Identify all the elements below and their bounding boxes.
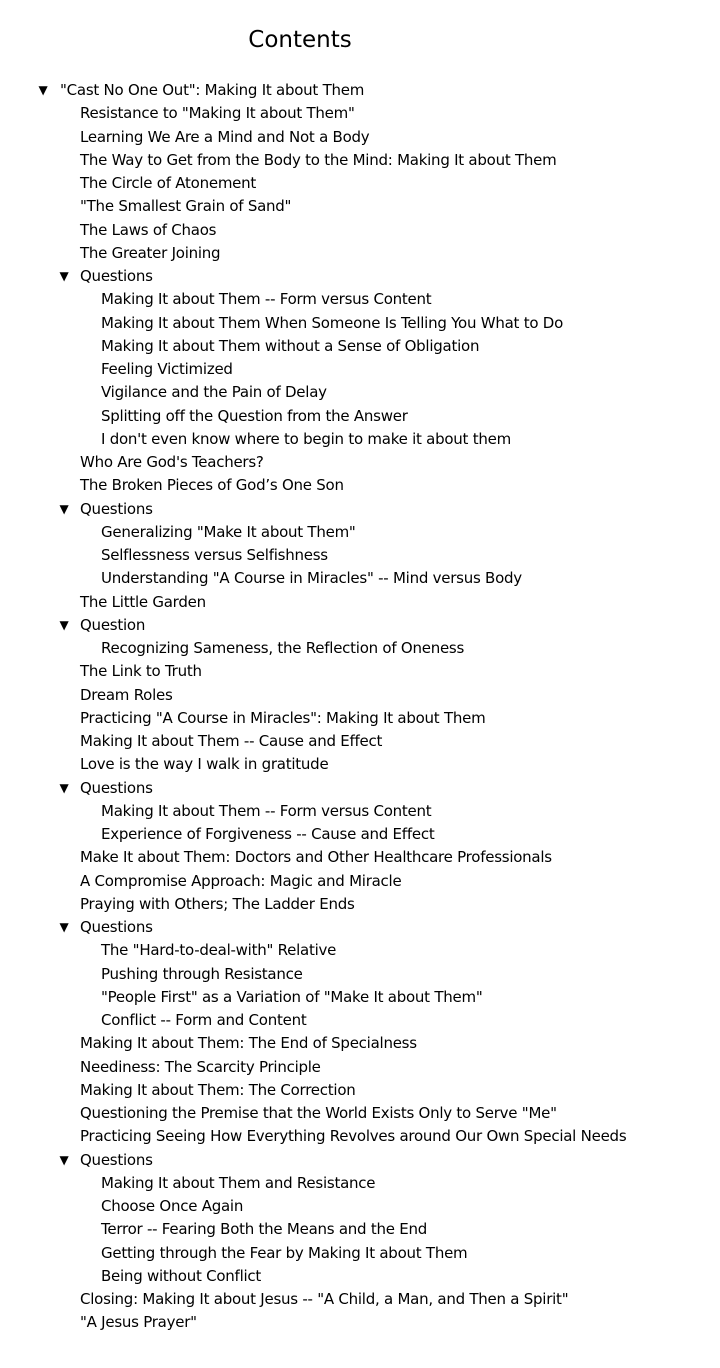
tree-item-label[interactable]: Question xyxy=(80,615,146,634)
tree-item-label[interactable]: "Cast No One Out": Making It about Them xyxy=(60,81,365,99)
tree-item-label[interactable]: Practicing "A Course in Miracles": Making It about Them xyxy=(80,708,486,727)
tree-item-label[interactable]: Experience of Forgiveness -- Cause and Effect xyxy=(101,825,435,843)
tree-item-label[interactable]: Making It about Them: The End of Specialness xyxy=(80,1034,417,1053)
tree-item[interactable] xyxy=(0,312,720,335)
tree-item[interactable] xyxy=(0,428,720,451)
tree-item[interactable] xyxy=(0,870,720,893)
tree-item-label[interactable]: Who Are God's Teachers? xyxy=(80,453,264,471)
tree-item-label[interactable]: The Broken Pieces of God’s One Son xyxy=(80,476,344,495)
tree-item-label[interactable]: Questions xyxy=(80,918,153,936)
tree-item-label[interactable]: Splitting off the Question from the Answer xyxy=(101,406,408,425)
expand-caret-icon[interactable]: ▼ xyxy=(59,780,69,795)
tree-item-label[interactable]: Making It about Them: The Correction xyxy=(80,1080,356,1099)
tree-item[interactable] xyxy=(0,986,720,1009)
tree-item[interactable] xyxy=(0,1079,720,1102)
tree-item-label[interactable]: I don't even know where to begin to make it about them xyxy=(101,429,511,448)
tree-item-label[interactable]: The Circle of Atonement xyxy=(80,174,257,192)
tree-group-item[interactable] xyxy=(0,614,720,637)
tree-item-label[interactable]: Questions xyxy=(80,267,153,285)
tree-item-label[interactable]: Love is the way I walk in gratitude xyxy=(80,755,329,774)
tree-item[interactable] xyxy=(0,381,720,404)
expand-caret-icon[interactable]: ▼ xyxy=(59,501,69,516)
tree-item[interactable] xyxy=(0,753,720,776)
tree-item[interactable] xyxy=(0,730,720,753)
tree-item[interactable] xyxy=(0,1218,720,1241)
tree-item-label[interactable]: The Way to Get from the Body to the Mind: Making It about Them xyxy=(80,150,557,169)
tree-item-label[interactable]: "The Smallest Grain of Sand" xyxy=(80,197,292,216)
tree-item-label[interactable]: Feeling Victimized xyxy=(101,360,233,378)
tree-item[interactable] xyxy=(0,939,720,962)
tree-item[interactable] xyxy=(0,358,720,381)
tree-item[interactable] xyxy=(0,1242,720,1265)
tree-item-label[interactable]: The Link to Truth xyxy=(80,662,202,681)
tree-item[interactable] xyxy=(0,707,720,730)
tree-item[interactable] xyxy=(0,219,720,242)
tree-item-label[interactable]: The Greater Joining xyxy=(80,243,221,262)
tree-item-label[interactable]: Making It about Them When Someone Is Telling You What to Do xyxy=(101,313,563,332)
tree-item[interactable] xyxy=(0,521,720,544)
tree-item[interactable] xyxy=(0,963,720,986)
tree-item-label[interactable]: Questions xyxy=(80,1150,153,1169)
expand-caret-icon[interactable]: ▼ xyxy=(59,920,69,934)
tree-item-label[interactable]: Questions xyxy=(80,778,153,797)
tree-item[interactable] xyxy=(0,800,720,823)
tree-item[interactable] xyxy=(0,1195,720,1218)
tree-item[interactable] xyxy=(0,126,720,149)
tree-item[interactable] xyxy=(0,102,720,125)
tree-item-label[interactable]: A Compromise Approach: Magic and Miracle xyxy=(80,871,402,890)
tree-item[interactable] xyxy=(0,823,720,846)
expand-caret-icon[interactable]: ▼ xyxy=(59,269,69,283)
tree-group-item[interactable] xyxy=(0,79,720,102)
page-title: Contents xyxy=(248,27,352,53)
tree-item[interactable] xyxy=(0,335,720,358)
tree-item-label[interactable]: Closing: Making It about Jesus -- "A Child, a Man, and Then a Spirit" xyxy=(80,1290,569,1308)
tree-item-label[interactable]: Recognizing Sameness, the Reflection of Oneness xyxy=(101,639,465,657)
tree-group-item[interactable] xyxy=(0,498,720,521)
expand-caret-icon[interactable]: ▼ xyxy=(59,617,69,632)
table-of-contents-tree xyxy=(0,79,720,1335)
tree-item-label[interactable]: Learning We Are a Mind and Not a Body xyxy=(80,127,370,146)
tree-item[interactable] xyxy=(0,288,720,311)
tree-item[interactable] xyxy=(0,846,720,869)
tree-item[interactable] xyxy=(0,1125,720,1148)
tree-item-label[interactable]: Questioning the Premise that the World Exists Only to Serve "Me" xyxy=(80,1104,557,1122)
tree-item-label[interactable]: Practicing Seeing How Everything Revolves around Our Own Special Needs xyxy=(80,1127,627,1146)
tree-item-label[interactable]: Selflessness versus Selfishness xyxy=(101,546,328,564)
tree-item-label[interactable]: Making It about Them without a Sense of Obligation xyxy=(101,336,480,355)
tree-item[interactable] xyxy=(0,1032,720,1055)
tree-item-label[interactable]: Conflict -- Form and Content xyxy=(101,1011,307,1029)
tree-item-label[interactable]: Generalizing "Make It about Them" xyxy=(101,522,356,541)
tree-item[interactable] xyxy=(0,451,720,474)
tree-item-label[interactable]: "A Jesus Prayer" xyxy=(80,1313,197,1332)
tree-item-label[interactable]: Understanding "A Course in Miracles" -- Mind versus Body xyxy=(101,569,522,588)
tree-item-label[interactable]: Vigilance and the Pain of Delay xyxy=(101,383,327,402)
tree-item[interactable] xyxy=(0,149,720,172)
tree-item[interactable] xyxy=(0,172,720,195)
tree-item[interactable] xyxy=(0,567,720,590)
tree-group-item[interactable] xyxy=(0,777,720,800)
tree-item[interactable] xyxy=(0,195,720,218)
tree-item[interactable] xyxy=(0,1288,720,1311)
tree-item[interactable] xyxy=(0,544,720,567)
tree-item[interactable] xyxy=(0,637,720,660)
expand-caret-icon[interactable]: ▼ xyxy=(38,83,48,97)
tree-item-label[interactable]: Being without Conflict xyxy=(101,1266,262,1285)
tree-item[interactable] xyxy=(0,1172,720,1195)
tree-item[interactable] xyxy=(0,474,720,497)
tree-item-label[interactable]: Questions xyxy=(80,499,153,518)
tree-item-label[interactable]: Praying with Others; The Ladder Ends xyxy=(80,894,355,913)
tree-group-item[interactable] xyxy=(0,1149,720,1172)
tree-item-label[interactable]: The Little Garden xyxy=(80,592,206,611)
tree-item[interactable] xyxy=(0,1009,720,1032)
tree-item-label[interactable]: Making It about Them -- Form versus Content xyxy=(101,290,432,309)
tree-item-label[interactable]: Pushing through Resistance xyxy=(101,964,303,983)
tree-item[interactable] xyxy=(0,405,720,428)
tree-item-label[interactable]: Making It about Them -- Form versus Content xyxy=(101,801,432,820)
tree-group-item[interactable] xyxy=(0,265,720,288)
tree-group-item[interactable] xyxy=(0,916,720,939)
tree-item[interactable] xyxy=(0,1102,720,1125)
tree-item[interactable] xyxy=(0,242,720,265)
tree-item-label[interactable]: Neediness: The Scarcity Principle xyxy=(80,1057,321,1076)
tree-item[interactable] xyxy=(0,1311,720,1334)
tree-item-label[interactable]: Dream Roles xyxy=(80,685,173,704)
expand-caret-icon[interactable]: ▼ xyxy=(59,1152,69,1167)
tree-item-label[interactable]: Terror -- Fearing Both the Means and the End xyxy=(101,1220,427,1239)
tree-item-label[interactable]: The Laws of Chaos xyxy=(80,220,217,239)
tree-item-label[interactable]: Making It about Them -- Cause and Effect xyxy=(80,732,383,750)
tree-item[interactable] xyxy=(0,1265,720,1288)
tree-item-label[interactable]: Make It about Them: Doctors and Other Healthcare Professionals xyxy=(80,848,552,867)
tree-item[interactable] xyxy=(0,591,720,614)
tree-item-label[interactable]: Making It about Them and Resistance xyxy=(101,1173,376,1192)
tree-item[interactable] xyxy=(0,893,720,916)
tree-item-label[interactable]: "People First" as a Variation of "Make It about Them" xyxy=(101,987,483,1006)
tree-item[interactable] xyxy=(0,660,720,683)
tree-item-label[interactable]: Resistance to "Making It about Them" xyxy=(80,104,355,123)
tree-item[interactable] xyxy=(0,1056,720,1079)
tree-item-label[interactable]: Getting through the Fear by Making It about Them xyxy=(101,1243,468,1262)
tree-item[interactable] xyxy=(0,684,720,707)
tree-item-label[interactable]: The "Hard-to-deal-with" Relative xyxy=(101,941,337,960)
tree-item-label[interactable]: Choose Once Again xyxy=(101,1197,244,1215)
